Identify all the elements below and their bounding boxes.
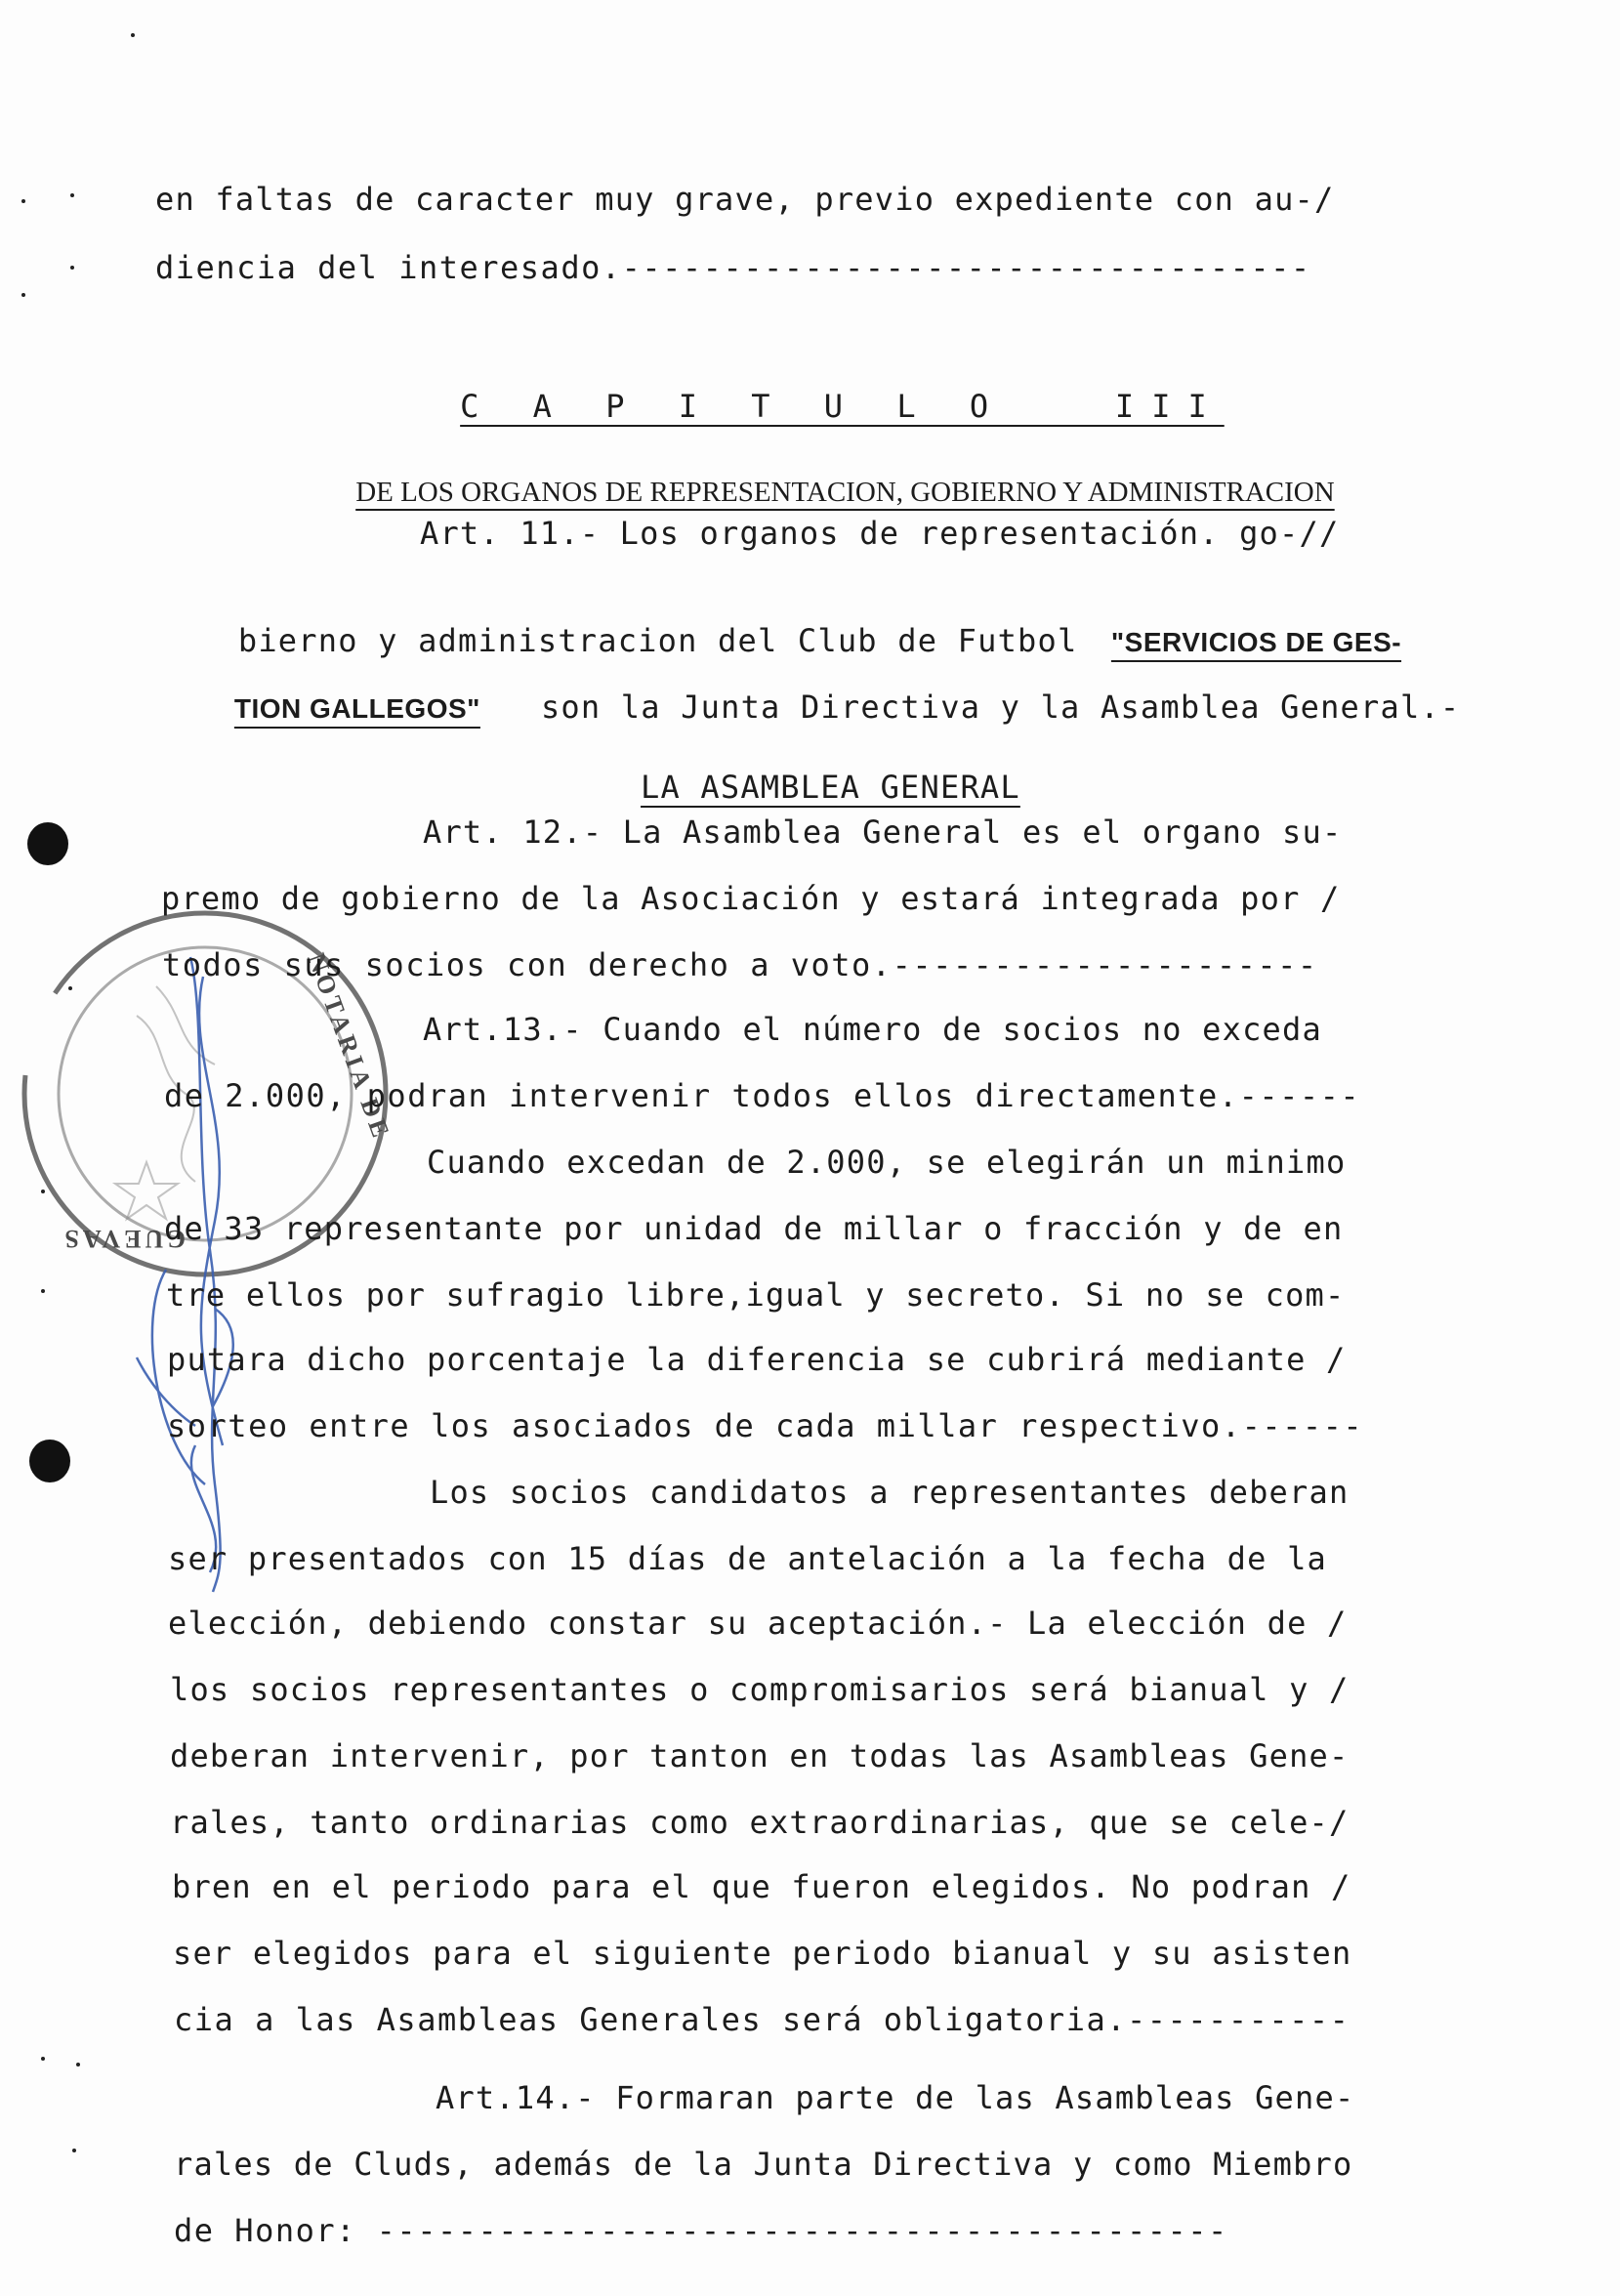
scan-speck [70, 266, 74, 270]
art11-text: son la Junta Directiva y la Asamblea General.- [540, 689, 1461, 726]
text-line: los socios representantes o compromisarios será bianual y / [170, 1671, 1350, 1708]
club-name-part1: "SERVICIOS DE GES- [1110, 627, 1402, 657]
text-line: rales de Cluds, además de la Junta Directiva y como Miembro [174, 2146, 1353, 2183]
text-line: elección, debiendo constar su aceptación.- La elección de / [168, 1605, 1348, 1642]
text-line: Art.14.- Formaran parte de las Asambleas Gene- [436, 2079, 1355, 2116]
art11-text: bierno y administracion del Club de Futbol [237, 622, 1098, 659]
scan-speck [41, 2057, 45, 2061]
scan-speck [21, 199, 25, 203]
text-line: todos sus socios con derecho a voto.--------------------- [162, 946, 1318, 983]
club-name-part2: TION GALLEGOS" [233, 693, 480, 724]
text-line: Art.13.- Cuando el número de socios no exceda [423, 1011, 1322, 1048]
chapter-title-text: C A P I T U L O III [460, 388, 1225, 425]
scan-speck [21, 293, 25, 297]
text-line: Los socios candidatos a representantes deberan [430, 1474, 1350, 1511]
scan-speck [72, 2149, 76, 2152]
text-line: tre ellos por sufragio libre,igual y secreto. Si no se com- [166, 1276, 1346, 1314]
text-line: deberan intervenir, por tanton en todas las Asambleas Gene- [170, 1737, 1350, 1774]
text-line: ser presentados con 15 días de antelación a la fecha de la [168, 1540, 1328, 1577]
text-line: Art. 11.- Los organos de representación. go-// [420, 515, 1340, 552]
notary-stamp [61, 898, 420, 1602]
text-line: bren en el periodo para el que fueron elegidos. No podran / [172, 1868, 1351, 1905]
scan-speck [68, 986, 72, 990]
binder-hole-bottom [29, 1440, 70, 1482]
scan-speck [41, 1289, 45, 1293]
text-line: en faltas de caracter muy grave, previo expediente con au-/ [155, 181, 1335, 218]
text-line: diencia del interesado.---------------------------------- [155, 249, 1311, 286]
text-line: de Honor: ------------------------------------------ [174, 2212, 1228, 2249]
scan-speck [131, 33, 135, 37]
chapter-subtitle-text: DE LOS ORGANOS DE REPRESENTACION, GOBIERNO Y ADMINISTRACION [355, 477, 1335, 508]
scan-speck [76, 2063, 80, 2066]
text-line: cia a las Asambleas Generales será obligatoria.----------- [174, 2001, 1350, 2038]
section-heading-text: LA ASAMBLEA GENERAL [641, 769, 1020, 806]
signature-scribble [137, 957, 233, 1592]
scan-speck [70, 193, 74, 197]
text-line: de 33 representante por unidad de millar o fracción y de en [164, 1210, 1344, 1247]
text-line: sorteo entre los asociados de cada millar respectivo.------ [167, 1407, 1364, 1444]
text-line: premo de gobierno de la Asociación y estará integrada por / [161, 880, 1341, 917]
text-line: ser elegidos para el siguiente periodo bianual y su asisten [173, 1935, 1352, 1972]
text-line: de 2.000, podran intervenir todos ellos directamente.------ [164, 1077, 1361, 1114]
stamp-text-top: NOTARIA DE [302, 949, 396, 1145]
scan-speck [41, 1190, 45, 1193]
text-line: rales, tanto ordinarias como extraordinarias, que se cele-/ [170, 1804, 1350, 1841]
text-line: putara dicho porcentaje la diferencia se cubrirá mediante / [167, 1341, 1347, 1378]
text-line: Cuando excedan de 2.000, se elegirán un minimo [427, 1144, 1347, 1181]
stamp-text-bottom: CUEVAS [61, 1225, 186, 1253]
text-line: Art. 12.- La Asamblea General es el organo su- [423, 814, 1343, 851]
